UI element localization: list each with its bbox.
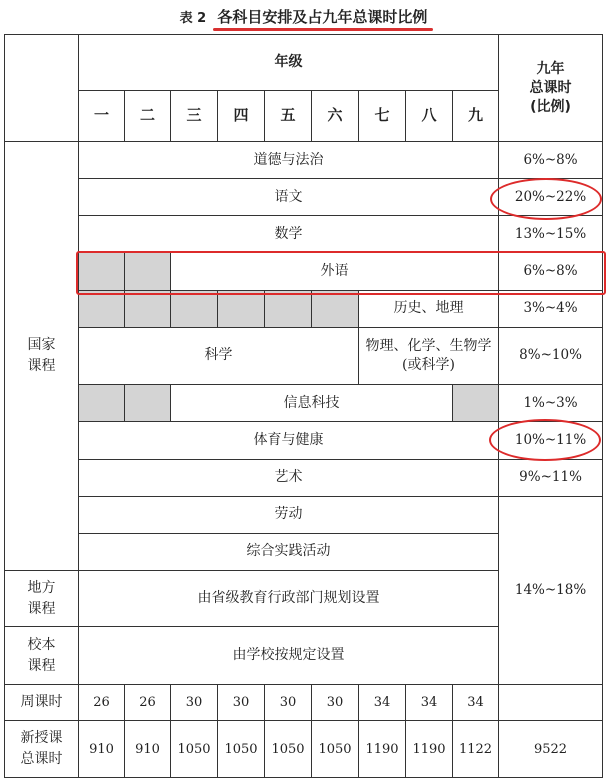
grade-8: 八 [406,90,453,142]
new-total-hours-cell: 1122 [453,721,499,778]
ratio-foreign-language: 6%~8% [499,253,603,290]
ratio-information-technology: 1%~3% [499,385,603,422]
local-curriculum-note: 由省级教育行政部门规划设置 [79,570,499,627]
grade-header: 年级 [79,35,499,91]
grade-3: 三 [171,90,218,142]
weekly-hours-cell: 30 [171,685,218,721]
table-number: 表 2 [179,11,207,26]
caption-underline [213,28,433,31]
school-curriculum-label: 校本 课程 [5,627,79,685]
weekly-hours-cell: 34 [406,685,453,721]
empty-cell-grade-3 [171,290,218,327]
ratio-combined: 14%~18% [499,496,603,685]
school-curriculum-note: 由学校按规定设置 [79,627,499,685]
empty-cell-grade-9 [453,385,499,422]
subject-pe-health: 体育与健康 [79,422,499,459]
subject-chinese: 语文 [79,179,499,216]
total-header-line1: 九年 [536,60,565,77]
new-total-hours-cell: 1190 [406,721,453,778]
empty-cell-grade-2 [125,290,171,327]
grade-2: 二 [125,90,171,142]
weekly-hours-cell: 30 [218,685,265,721]
weekly-hours-cell: 30 [312,685,359,721]
local-curriculum-label: 地方 课程 [5,570,79,627]
new-total-hours-cell: 1190 [359,721,406,778]
subject-physics-chemistry-biology: 物理、化学、生物学(或科学) [359,327,499,385]
ratio-chinese: 20%~22% [499,179,603,216]
new-total-hours-cell: 1050 [218,721,265,778]
new-total-hours-cell: 1050 [171,721,218,778]
grade-9: 九 [453,90,499,142]
weekly-hours-total [499,685,603,721]
empty-cell-grade-1 [79,290,125,327]
weekly-hours-cell: 26 [79,685,125,721]
ratio-history-geography: 3%~4% [499,290,603,327]
ratio-morality: 6%~8% [499,142,603,179]
subject-morality: 道德与法治 [79,142,499,179]
new-total-hours-label: 新授课 总课时 [5,721,79,778]
corner-cell [5,35,79,142]
grade-7: 七 [359,90,406,142]
subject-integrated-practice: 综合实践活动 [79,533,499,570]
total-header [499,35,603,142]
grade-1: 一 [79,90,125,142]
subject-science: 科学 [79,327,359,385]
grand-total-hours: 9522 [499,721,603,778]
table-title [0,6,607,30]
empty-cell-grade-1 [79,385,125,422]
empty-cell-grade-2 [125,253,171,290]
total-header-line3: (比例) [530,98,571,115]
ratio-art: 9%~11% [499,459,603,496]
subject-math: 数学 [79,216,499,253]
total-header-line2: 总课时 [529,79,572,96]
table-caption-text: 各科目安排及占九年总课时比例 [217,8,428,26]
weekly-hours-cell: 26 [125,685,171,721]
national-curriculum-label: 国家 课程 [5,142,79,571]
grade-6: 六 [312,90,359,142]
weekly-hours-label: 周课时 [5,685,79,721]
new-total-hours-cell: 910 [125,721,171,778]
new-total-hours-cell: 1050 [265,721,312,778]
grade-5: 五 [265,90,312,142]
empty-cell-grade-1 [79,253,125,290]
table-caption [217,6,427,28]
subject-labor: 劳动 [79,496,499,533]
weekly-hours-cell: 30 [265,685,312,721]
subject-history-geography: 历史、地理 [359,290,499,327]
empty-cell-grade-4 [218,290,265,327]
subject-information-technology: 信息科技 [171,385,453,422]
weekly-hours-cell: 34 [453,685,499,721]
curriculum-table [4,34,603,778]
subject-foreign-language: 外语 [171,253,499,290]
ratio-math: 13%~15% [499,216,603,253]
empty-cell-grade-5 [265,290,312,327]
ratio-science: 8%~10% [499,327,603,385]
empty-cell-grade-6 [312,290,359,327]
ratio-pe-health: 10%~11% [499,422,603,459]
empty-cell-grade-2 [125,385,171,422]
new-total-hours-cell: 1050 [312,721,359,778]
grade-4: 四 [218,90,265,142]
new-total-hours-cell: 910 [79,721,125,778]
weekly-hours-cell: 34 [359,685,406,721]
subject-art: 艺术 [79,459,499,496]
